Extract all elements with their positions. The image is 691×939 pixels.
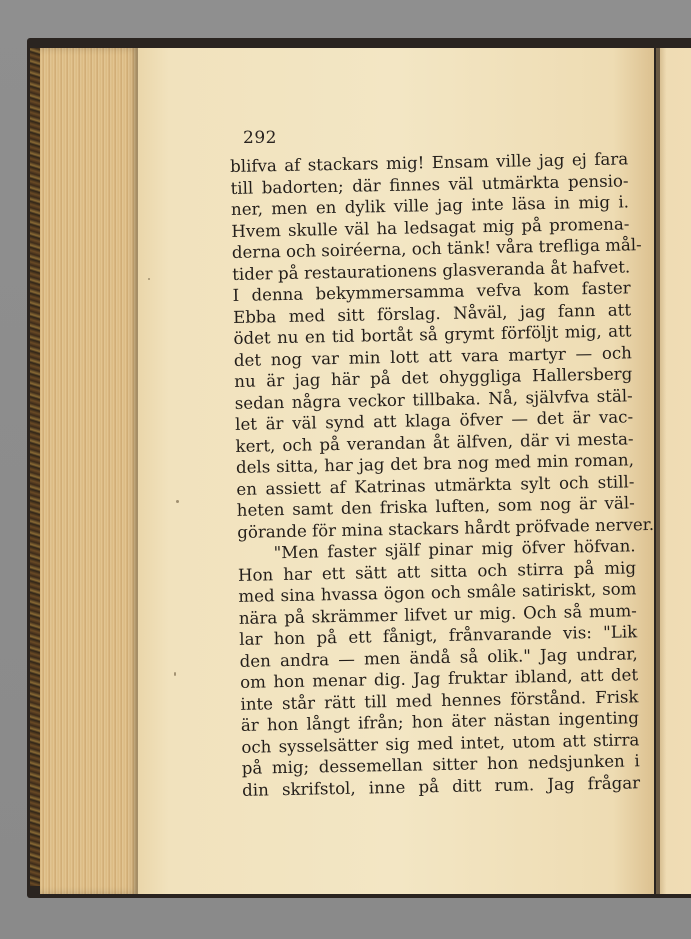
text-line: nära på skrämmer lifvet ur mig. Och så mum-	[238, 600, 637, 628]
text-line: din skrifstol, inne på ditt rum. Jag frågar	[241, 772, 641, 800]
text-line: på mig; dessemellan sitter hon nedsjunken i	[241, 751, 640, 778]
body-text	[230, 148, 655, 801]
page-edges	[40, 48, 140, 894]
text-line: "Men faster själf pinar mig öfver höfvan.	[273, 536, 636, 563]
text-line: I denna bekymmersamma vefva kom faster	[232, 278, 631, 305]
text-line: heten samt den friska luften, som nog är väl-	[236, 493, 635, 520]
text-line: nu är jag här på det ohyggliga Hallersberg	[234, 364, 633, 391]
text-line: med sina hvassa ögon och smâle satiriskt, som	[238, 579, 637, 606]
page-number: 292	[243, 128, 277, 148]
text-line: inte står rätt till med hennes förstånd. Frisk	[240, 686, 639, 714]
text-line: det nog var min lott att vara martyr — och	[233, 342, 633, 370]
text-line: kert, och på verandan åt älfven, där vi mesta-	[235, 428, 634, 456]
text-line: ödet nu en tid bortåt så grymt förföljt mig, att	[233, 321, 632, 348]
text-line: till badorten; där finnes väl utmärkta pensio-	[230, 170, 629, 198]
text-line: är hon långt ifrån; hon äter nästan ingenting	[240, 708, 640, 735]
text-line: och sysselsätter sig med intet, utom att stirra	[241, 729, 640, 757]
text-line: blifva af stackars mig! Ensam ville jag ej fara	[230, 149, 629, 176]
text-line: den andra — men ändå så olik." Jag undrar,	[239, 643, 638, 671]
text-line: görande för mina stackars hårdt pröfvade nerver.	[237, 514, 655, 542]
text-line: dels sitta, har jag det bra nog med min roman,	[235, 450, 635, 477]
text-line: Ebba med sitt förslag. Nåväl, jag fann att	[232, 299, 632, 327]
text-line: Hvem skulle väl ha ledsagat mig på promena-	[231, 213, 630, 241]
text-line: derna och soiréerna, och tänk! våra trefliga mål-	[231, 235, 642, 262]
text-line: let är väl synd att klaga öfver — det är vac-	[234, 407, 634, 434]
text-line: sedan några veckor tillbaka. Nå, självfva stäl-	[234, 385, 633, 413]
text-line: om hon menar dig. Jag fruktar ibland, att det	[239, 665, 639, 692]
text-line: ner, men en dylik ville jag inte läsa in mig i.	[230, 192, 630, 219]
text-line: en assiett af Katrinas utmärkta sylt och still-	[236, 471, 635, 499]
text-line: Hon har ett sätt att sitta och stirra på mig	[237, 557, 637, 585]
facing-page-edge	[656, 48, 691, 894]
text-line: tider på restaurationens glasveranda åt hafvet.	[232, 256, 631, 284]
text-line: lar hon på ett fånigt, frånvarande vis: "Lik	[239, 622, 638, 649]
